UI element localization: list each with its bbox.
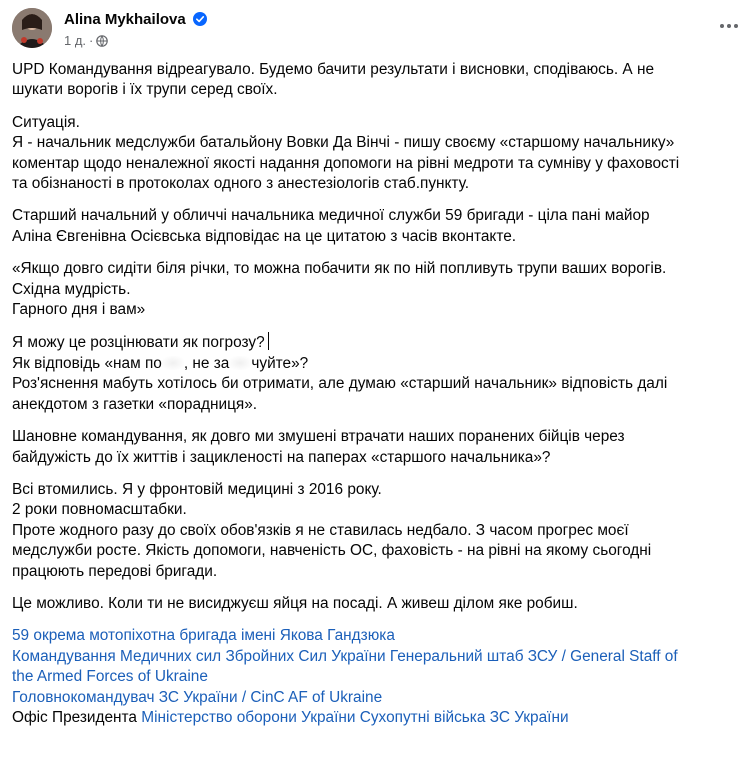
text-line: Ситуація. bbox=[12, 113, 80, 131]
avatar[interactable] bbox=[12, 8, 52, 48]
tag-link-ministry-defence[interactable]: Міністерство оборони України bbox=[141, 708, 356, 726]
text-line bbox=[12, 708, 736, 728]
more-dot-icon bbox=[727, 24, 731, 28]
text-line: Проте жодного разу до своїх обов'язків я не ставилась недбало. З часом прогрес моєї bbox=[12, 521, 629, 539]
text-line: Це можливо. Коли ти не висиджуєш яйця на посаді. А живеш ділом яке робиш. bbox=[12, 594, 578, 612]
text-line: UPD Командування відреагувало. Будемо бачити результати і висновки, сподіваюсь. А не bbox=[12, 61, 655, 78]
text-line: 2 роки повномасштабки. bbox=[12, 501, 187, 519]
more-dot-icon bbox=[720, 24, 724, 28]
post-header bbox=[12, 8, 744, 52]
text-line: Шановне командування, як довго ми змушені втрачати наших поранених бійців через bbox=[12, 428, 625, 446]
text-line: «Якщо довго сидіти біля річки, то можна побачити як по ній попливуть трупи ваших ворогів. bbox=[12, 260, 667, 278]
tag-link-59-brigade[interactable]: 59 окрема мотопіхотна бригада імені Якова Гандзюка bbox=[12, 627, 395, 645]
tag-link-cinc[interactable]: Головнокомандувач ЗС України / CinC AF of Ukraine bbox=[12, 688, 383, 706]
post-time[interactable]: 1 д. bbox=[64, 33, 87, 48]
paragraph-threat bbox=[12, 332, 736, 415]
text-line: шукати ворогів і їх трупи серед своїх. bbox=[12, 81, 278, 99]
meta-dot: · bbox=[89, 33, 94, 48]
text-line bbox=[12, 626, 736, 646]
more-options-button[interactable] bbox=[714, 14, 744, 38]
text-line bbox=[12, 688, 736, 708]
tag-plain-office-president: Офіс Президента bbox=[12, 708, 137, 726]
post-meta bbox=[64, 33, 108, 50]
text-line bbox=[12, 332, 736, 353]
blurred-text bbox=[162, 356, 184, 370]
blurred-text bbox=[229, 356, 251, 370]
text-line bbox=[12, 647, 736, 667]
text-line: працюють передові бригади. bbox=[12, 562, 218, 580]
post-body bbox=[12, 60, 736, 728]
paragraph-command bbox=[12, 427, 736, 468]
tag-link-general-staff-cont[interactable]: the Armed Forces of Ukraine bbox=[12, 668, 208, 686]
text-line bbox=[12, 354, 736, 374]
text-line: Східна мудрість. bbox=[12, 280, 131, 298]
text-cursor bbox=[268, 332, 269, 350]
paragraph-update bbox=[12, 60, 736, 101]
text-line: Гарного дня і вам» bbox=[12, 301, 146, 319]
text-line: байдужість до їх життів і зацикленості на паперах «старшого начальника»? bbox=[12, 448, 551, 466]
text-segment: Я можу це розцінювати як погрозу? bbox=[12, 334, 265, 352]
author-name[interactable] bbox=[64, 11, 207, 30]
paragraph-tired bbox=[12, 480, 736, 582]
tag-link-general-staff[interactable]: Генеральний штаб ЗСУ / General Staff of bbox=[389, 647, 678, 665]
text-line: медслужби росте. Якість допомоги, навченість ОС, фаховість - на рівні на якому сьогодні bbox=[12, 542, 652, 560]
text-line: Роз'яснення мабуть хотілось би отримати, але думаю «старший начальник» відповість далі bbox=[12, 375, 668, 393]
text-segment: , не за bbox=[183, 354, 230, 372]
text-line: коментар щодо неналежної якості надання допомоги на рівні медроти та сумніву у фаховості bbox=[12, 154, 680, 172]
text-line: та обізнаності в протоколах одного з анестезіологів стаб.пункту. bbox=[12, 175, 470, 193]
tags-section bbox=[12, 626, 736, 728]
text-line: Аліна Євгенівна Осієвська відповідає на це цитатою з часів вконтакте. bbox=[12, 227, 517, 245]
text-segment: Як відповідь «нам по bbox=[12, 354, 162, 372]
paragraph-senior bbox=[12, 206, 736, 247]
text-line: Всі втомились. Я у фронтовій медицині з 2016 року. bbox=[12, 480, 382, 498]
paragraph-quote bbox=[12, 259, 736, 320]
author-name-text[interactable]: Alina Mykhailova bbox=[64, 11, 186, 28]
text-line: Старший начальний у обличчі начальника медичної служби 59 бригади - ціла пані майор bbox=[12, 207, 650, 225]
text-line bbox=[12, 667, 736, 687]
text-line: Я - начальник медслужби батальйону Вовки Да Вінчі - пишу своєму «старшому начальнику» bbox=[12, 134, 675, 152]
text-line: анекдотом з газетки «порадниця». bbox=[12, 395, 258, 413]
paragraph-possible bbox=[12, 594, 736, 614]
globe-icon[interactable] bbox=[96, 35, 108, 50]
verified-badge-icon bbox=[193, 12, 207, 30]
paragraph-situation bbox=[12, 113, 736, 195]
tag-link-land-forces[interactable]: Сухопутні війська ЗС України bbox=[359, 708, 569, 726]
text-segment: чуйте»? bbox=[251, 354, 309, 372]
tag-link-medical-forces[interactable]: Командування Медичних сил Збройних Сил України bbox=[12, 647, 386, 665]
more-dot-icon bbox=[734, 24, 738, 28]
